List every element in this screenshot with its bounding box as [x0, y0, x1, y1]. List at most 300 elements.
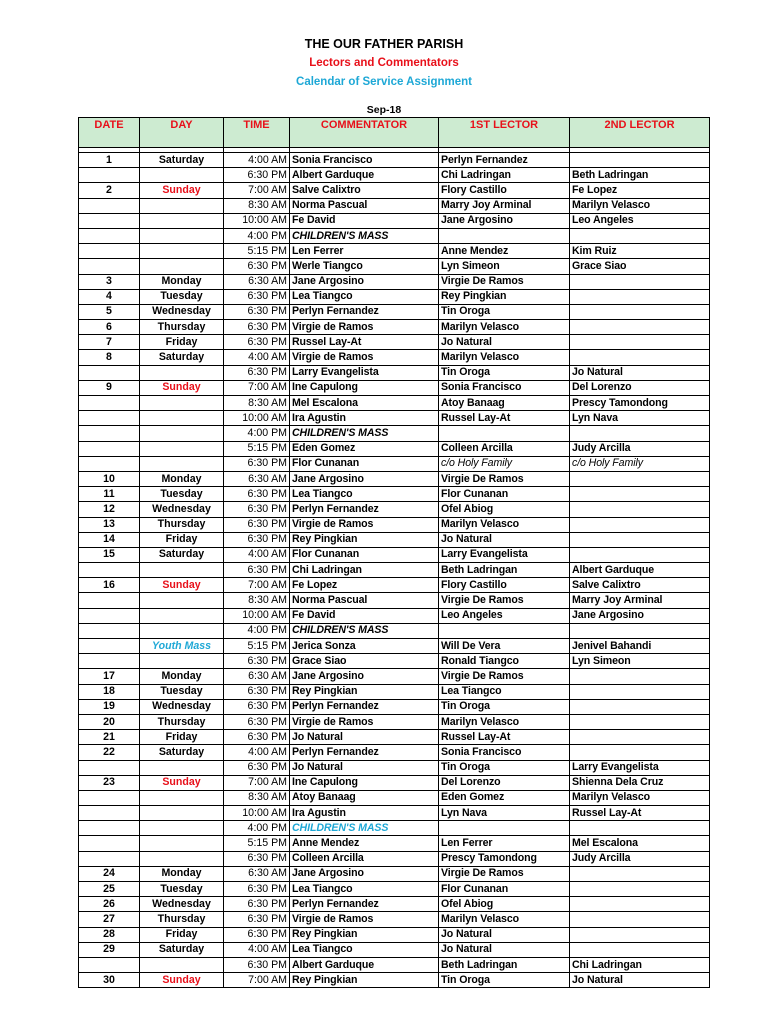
day-cell: Friday: [140, 335, 224, 350]
time-cell: 6:30 PM: [224, 851, 290, 866]
second-lector-cell: [570, 882, 710, 897]
second-lector-cell: Chi Ladringan: [570, 957, 710, 972]
second-lector-cell: [570, 304, 710, 319]
first-lector-cell: Russel Lay-At: [439, 730, 570, 745]
table-row: [79, 973, 710, 988]
day-cell: [140, 213, 224, 228]
second-lector-cell: Russel Lay-At: [570, 806, 710, 821]
schedule-subtitle: Lectors and Commentators: [309, 57, 459, 69]
time-cell: 6:30 PM: [224, 289, 290, 304]
date-cell: 3: [79, 274, 140, 289]
day-cell: Thursday: [140, 517, 224, 532]
time-cell: 6:30 PM: [224, 517, 290, 532]
time-cell: 6:30 PM: [224, 927, 290, 942]
second-lector-cell: [570, 745, 710, 760]
time-cell: 6:30 PM: [224, 760, 290, 775]
day-cell: Sunday: [140, 973, 224, 988]
table-row: [79, 654, 710, 669]
second-lector-cell: [570, 471, 710, 486]
date-cell: 23: [79, 775, 140, 790]
time-cell: 5:15 PM: [224, 441, 290, 456]
time-cell: 6:30 AM: [224, 866, 290, 881]
commentator-cell: Lea Tiangco: [290, 882, 439, 897]
second-lector-cell: Jenivel Bahandi: [570, 639, 710, 654]
commentator-cell: Jo Natural: [290, 730, 439, 745]
day-cell: [140, 836, 224, 851]
date-cell: [79, 836, 140, 851]
first-lector-cell: Perlyn Fernandez: [439, 153, 570, 168]
day-cell: Saturday: [140, 942, 224, 957]
commentator-cell: CHILDREN'S MASS: [290, 821, 439, 836]
second-lector-cell: Marilyn Velasco: [570, 790, 710, 805]
second-lector-cell: Jo Natural: [570, 365, 710, 380]
time-cell: 6:30 PM: [224, 654, 290, 669]
second-lector-cell: Fe Lopez: [570, 183, 710, 198]
commentator-cell: Chi Ladringan: [290, 563, 439, 578]
day-cell: Tuesday: [140, 882, 224, 897]
second-lector-cell: [570, 623, 710, 638]
date-cell: 4: [79, 289, 140, 304]
table-row: [79, 821, 710, 836]
second-lector-cell: [570, 320, 710, 335]
commentator-cell: Norma Pascual: [290, 198, 439, 213]
commentator-cell: Jane Argosino: [290, 866, 439, 881]
first-lector-cell: Jane Argosino: [439, 213, 570, 228]
column-header-time: TIME: [224, 118, 290, 148]
first-lector-cell: Virgie De Ramos: [439, 274, 570, 289]
second-lector-cell: Shienna Dela Cruz: [570, 775, 710, 790]
day-cell: [140, 821, 224, 836]
table-row: [79, 623, 710, 638]
day-cell: [140, 168, 224, 183]
table-row: [79, 320, 710, 335]
table-body: [79, 148, 710, 988]
table-row: [79, 897, 710, 912]
second-lector-cell: [570, 866, 710, 881]
day-cell: [140, 396, 224, 411]
first-lector-cell: Flor Cunanan: [439, 882, 570, 897]
commentator-cell: Virgie de Ramos: [290, 517, 439, 532]
table-row: [79, 578, 710, 593]
commentator-cell: Flor Cunanan: [290, 456, 439, 471]
time-cell: 4:00 AM: [224, 942, 290, 957]
second-lector-cell: [570, 532, 710, 547]
second-lector-cell: Judy Arcilla: [570, 851, 710, 866]
date-cell: [79, 259, 140, 274]
commentator-cell: Rey Pingkian: [290, 532, 439, 547]
table-row: [79, 304, 710, 319]
date-cell: 17: [79, 669, 140, 684]
commentator-cell: Lea Tiangco: [290, 487, 439, 502]
column-header-2nd-lector: 2ND LECTOR: [570, 118, 710, 148]
first-lector-cell: Marilyn Velasco: [439, 912, 570, 927]
first-lector-cell: [439, 228, 570, 243]
commentator-cell: Virgie de Ramos: [290, 714, 439, 729]
table-row: [79, 532, 710, 547]
first-lector-cell: Tin Oroga: [439, 304, 570, 319]
commentator-cell: Jo Natural: [290, 760, 439, 775]
first-lector-cell: Ofel Abiog: [439, 897, 570, 912]
first-lector-cell: Virgie De Ramos: [439, 866, 570, 881]
schedule-table: [78, 117, 710, 988]
second-lector-cell: [570, 502, 710, 517]
time-cell: 4:00 AM: [224, 350, 290, 365]
table-row: [79, 714, 710, 729]
time-cell: 10:00 AM: [224, 411, 290, 426]
date-cell: [79, 198, 140, 213]
first-lector-cell: Tin Oroga: [439, 973, 570, 988]
first-lector-cell: Eden Gomez: [439, 790, 570, 805]
first-lector-cell: Colleen Arcilla: [439, 441, 570, 456]
commentator-cell: Ine Capulong: [290, 775, 439, 790]
table-row: [79, 396, 710, 411]
time-cell: 6:30 PM: [224, 563, 290, 578]
date-cell: [79, 228, 140, 243]
commentator-cell: Len Ferrer: [290, 244, 439, 259]
time-cell: 6:30 PM: [224, 699, 290, 714]
time-cell: 4:00 AM: [224, 745, 290, 760]
time-cell: 6:30 AM: [224, 471, 290, 486]
first-lector-cell: Jo Natural: [439, 927, 570, 942]
date-cell: 27: [79, 912, 140, 927]
date-cell: [79, 851, 140, 866]
time-cell: 6:30 PM: [224, 714, 290, 729]
table-row: [79, 244, 710, 259]
second-lector-cell: [570, 274, 710, 289]
first-lector-cell: [439, 623, 570, 638]
date-cell: [79, 790, 140, 805]
table-row: [79, 927, 710, 942]
date-cell: 28: [79, 927, 140, 942]
first-lector-cell: Jo Natural: [439, 942, 570, 957]
commentator-cell: Lea Tiangco: [290, 289, 439, 304]
table-row: [79, 441, 710, 456]
commentator-cell: Larry Evangelista: [290, 365, 439, 380]
commentator-cell: Rey Pingkian: [290, 927, 439, 942]
date-cell: [79, 593, 140, 608]
table-row: [79, 775, 710, 790]
table-row: [79, 168, 710, 183]
date-cell: [79, 396, 140, 411]
column-header-1st-lector: 1ST LECTOR: [439, 118, 570, 148]
first-lector-cell: Marry Joy Arminal: [439, 198, 570, 213]
commentator-cell: Ine Capulong: [290, 380, 439, 395]
second-lector-cell: [570, 821, 710, 836]
day-cell: Tuesday: [140, 289, 224, 304]
month-label: Sep-18: [366, 104, 402, 116]
time-cell: 4:00 PM: [224, 623, 290, 638]
table-row: [79, 183, 710, 198]
table-row: [79, 639, 710, 654]
second-lector-cell: Lyn Nava: [570, 411, 710, 426]
date-cell: [79, 456, 140, 471]
date-cell: 29: [79, 942, 140, 957]
first-lector-cell: Marilyn Velasco: [439, 714, 570, 729]
first-lector-cell: Leo Angeles: [439, 608, 570, 623]
table-row: [79, 684, 710, 699]
commentator-cell: Flor Cunanan: [290, 547, 439, 562]
column-header-date: DATE: [79, 118, 140, 148]
first-lector-cell: [439, 821, 570, 836]
day-cell: Wednesday: [140, 699, 224, 714]
table-row: [79, 471, 710, 486]
second-lector-cell: Larry Evangelista: [570, 760, 710, 775]
date-cell: [79, 168, 140, 183]
commentator-cell: Perlyn Fernandez: [290, 745, 439, 760]
table-row: [79, 669, 710, 684]
second-lector-cell: [570, 669, 710, 684]
day-cell: [140, 957, 224, 972]
date-cell: [79, 411, 140, 426]
first-lector-cell: Sonia Francisco: [439, 380, 570, 395]
commentator-cell: Anne Mendez: [290, 836, 439, 851]
day-cell: Wednesday: [140, 304, 224, 319]
second-lector-cell: Jo Natural: [570, 973, 710, 988]
table-row: [79, 517, 710, 532]
time-cell: 6:30 AM: [224, 669, 290, 684]
first-lector-cell: Marilyn Velasco: [439, 350, 570, 365]
commentator-cell: Colleen Arcilla: [290, 851, 439, 866]
day-cell: [140, 760, 224, 775]
table-row: [79, 760, 710, 775]
time-cell: 6:30 PM: [224, 957, 290, 972]
table-header-row: [79, 118, 710, 148]
day-cell: [140, 198, 224, 213]
time-cell: 7:00 AM: [224, 973, 290, 988]
date-cell: 13: [79, 517, 140, 532]
table-row: [79, 547, 710, 562]
first-lector-cell: Virgie De Ramos: [439, 471, 570, 486]
first-lector-cell: Flor Cunanan: [439, 487, 570, 502]
day-cell: Saturday: [140, 350, 224, 365]
time-cell: 7:00 AM: [224, 183, 290, 198]
commentator-cell: Perlyn Fernandez: [290, 897, 439, 912]
day-cell: Wednesday: [140, 897, 224, 912]
day-cell: Monday: [140, 274, 224, 289]
first-lector-cell: Tin Oroga: [439, 365, 570, 380]
date-cell: 24: [79, 866, 140, 881]
first-lector-cell: Flory Castillo: [439, 183, 570, 198]
second-lector-cell: [570, 730, 710, 745]
day-cell: Friday: [140, 730, 224, 745]
time-cell: 5:15 PM: [224, 639, 290, 654]
time-cell: 6:30 PM: [224, 487, 290, 502]
date-cell: 21: [79, 730, 140, 745]
first-lector-cell: Rey Pingkian: [439, 289, 570, 304]
time-cell: 10:00 AM: [224, 806, 290, 821]
second-lector-cell: [570, 517, 710, 532]
day-cell: Saturday: [140, 153, 224, 168]
time-cell: 6:30 PM: [224, 365, 290, 380]
date-cell: 20: [79, 714, 140, 729]
day-cell: [140, 654, 224, 669]
day-cell: [140, 806, 224, 821]
table-row: [79, 699, 710, 714]
table-row: [79, 365, 710, 380]
first-lector-cell: Jo Natural: [439, 532, 570, 547]
time-cell: 6:30 PM: [224, 730, 290, 745]
first-lector-cell: Beth Ladringan: [439, 957, 570, 972]
date-cell: 6: [79, 320, 140, 335]
first-lector-cell: Marilyn Velasco: [439, 517, 570, 532]
table-row: [79, 866, 710, 881]
first-lector-cell: Russel Lay-At: [439, 411, 570, 426]
commentator-cell: Mel Escalona: [290, 396, 439, 411]
first-lector-cell: Flory Castillo: [439, 578, 570, 593]
first-lector-cell: Virgie De Ramos: [439, 669, 570, 684]
commentator-cell: Perlyn Fernandez: [290, 304, 439, 319]
day-cell: [140, 623, 224, 638]
day-cell: Tuesday: [140, 684, 224, 699]
first-lector-cell: Lea Tiangco: [439, 684, 570, 699]
day-cell: [140, 441, 224, 456]
commentator-cell: Fe Lopez: [290, 578, 439, 593]
commentator-cell: Ira Agustin: [290, 411, 439, 426]
second-lector-cell: Prescy Tamondong: [570, 396, 710, 411]
day-cell: Monday: [140, 866, 224, 881]
time-cell: 6:30 PM: [224, 259, 290, 274]
time-cell: 7:00 AM: [224, 380, 290, 395]
table-row: [79, 335, 710, 350]
date-cell: 8: [79, 350, 140, 365]
date-cell: [79, 760, 140, 775]
table-row: [79, 942, 710, 957]
date-cell: 2: [79, 183, 140, 198]
table-row: [79, 806, 710, 821]
first-lector-cell: Lyn Nava: [439, 806, 570, 821]
column-header-day: DAY: [140, 118, 224, 148]
commentator-cell: Virgie de Ramos: [290, 350, 439, 365]
time-cell: 8:30 AM: [224, 198, 290, 213]
second-lector-cell: Jane Argosino: [570, 608, 710, 623]
time-cell: 10:00 AM: [224, 213, 290, 228]
second-lector-cell: Leo Angeles: [570, 213, 710, 228]
table-row: [79, 153, 710, 168]
table-row: [79, 274, 710, 289]
second-lector-cell: [570, 684, 710, 699]
second-lector-cell: [570, 927, 710, 942]
first-lector-cell: [439, 426, 570, 441]
commentator-cell: Grace Siao: [290, 654, 439, 669]
commentator-cell: Eden Gomez: [290, 441, 439, 456]
time-cell: 6:30 PM: [224, 882, 290, 897]
first-lector-cell: Len Ferrer: [439, 836, 570, 851]
commentator-cell: Rey Pingkian: [290, 684, 439, 699]
date-cell: [79, 639, 140, 654]
first-lector-cell: Lyn Simeon: [439, 259, 570, 274]
date-cell: 16: [79, 578, 140, 593]
time-cell: 4:00 PM: [224, 426, 290, 441]
date-cell: [79, 821, 140, 836]
second-lector-cell: Kim Ruiz: [570, 244, 710, 259]
commentator-cell: Lea Tiangco: [290, 942, 439, 957]
day-cell: Sunday: [140, 775, 224, 790]
table-row: [79, 487, 710, 502]
day-cell: Friday: [140, 532, 224, 547]
date-cell: [79, 244, 140, 259]
date-cell: [79, 213, 140, 228]
commentator-cell: Sonia Francisco: [290, 153, 439, 168]
day-cell: Thursday: [140, 714, 224, 729]
day-cell: Sunday: [140, 578, 224, 593]
commentator-cell: Albert Garduque: [290, 957, 439, 972]
second-lector-cell: [570, 487, 710, 502]
second-lector-cell: [570, 942, 710, 957]
commentator-cell: Rey Pingkian: [290, 973, 439, 988]
commentator-cell: Perlyn Fernandez: [290, 502, 439, 517]
first-lector-cell: Will De Vera: [439, 639, 570, 654]
first-lector-cell: Anne Mendez: [439, 244, 570, 259]
commentator-cell: Jane Argosino: [290, 471, 439, 486]
table-row: [79, 593, 710, 608]
date-cell: 26: [79, 897, 140, 912]
commentator-cell: Salve Calixtro: [290, 183, 439, 198]
day-cell: [140, 426, 224, 441]
first-lector-cell: Chi Ladringan: [439, 168, 570, 183]
commentator-cell: CHILDREN'S MASS: [290, 228, 439, 243]
second-lector-cell: Marry Joy Arminal: [570, 593, 710, 608]
second-lector-cell: Mel Escalona: [570, 836, 710, 851]
first-lector-cell: Jo Natural: [439, 335, 570, 350]
table-row: [79, 350, 710, 365]
time-cell: 6:30 PM: [224, 897, 290, 912]
day-cell: [140, 411, 224, 426]
time-cell: 7:00 AM: [224, 775, 290, 790]
table-row: [79, 456, 710, 471]
day-cell: [140, 790, 224, 805]
day-cell: Wednesday: [140, 502, 224, 517]
first-lector-cell: Del Lorenzo: [439, 775, 570, 790]
second-lector-cell: Del Lorenzo: [570, 380, 710, 395]
day-cell: Thursday: [140, 320, 224, 335]
date-cell: 1: [79, 153, 140, 168]
second-lector-cell: [570, 699, 710, 714]
commentator-cell: Jane Argosino: [290, 274, 439, 289]
day-cell: Sunday: [140, 183, 224, 198]
date-cell: 12: [79, 502, 140, 517]
day-cell: [140, 456, 224, 471]
date-cell: [79, 806, 140, 821]
day-cell: [140, 228, 224, 243]
day-cell: Saturday: [140, 745, 224, 760]
date-cell: 19: [79, 699, 140, 714]
commentator-cell: Ira Agustin: [290, 806, 439, 821]
day-cell: [140, 851, 224, 866]
time-cell: 6:30 PM: [224, 335, 290, 350]
table-row: [79, 411, 710, 426]
parish-title: THE OUR FATHER PARISH: [304, 37, 464, 51]
commentator-cell: Fe David: [290, 608, 439, 623]
time-cell: 8:30 AM: [224, 396, 290, 411]
table-row: [79, 745, 710, 760]
date-cell: [79, 441, 140, 456]
table-row: [79, 198, 710, 213]
commentator-cell: Perlyn Fernandez: [290, 699, 439, 714]
date-cell: 11: [79, 487, 140, 502]
day-cell: [140, 608, 224, 623]
second-lector-cell: [570, 228, 710, 243]
time-cell: 8:30 AM: [224, 593, 290, 608]
day-cell: Youth Mass: [140, 639, 224, 654]
time-cell: 10:00 AM: [224, 608, 290, 623]
date-cell: [79, 608, 140, 623]
first-lector-cell: Prescy Tamondong: [439, 851, 570, 866]
table-row: [79, 563, 710, 578]
column-header-commentator: COMMENTATOR: [290, 118, 439, 148]
commentator-cell: Jerica Sonza: [290, 639, 439, 654]
day-cell: Thursday: [140, 912, 224, 927]
time-cell: 5:15 PM: [224, 244, 290, 259]
